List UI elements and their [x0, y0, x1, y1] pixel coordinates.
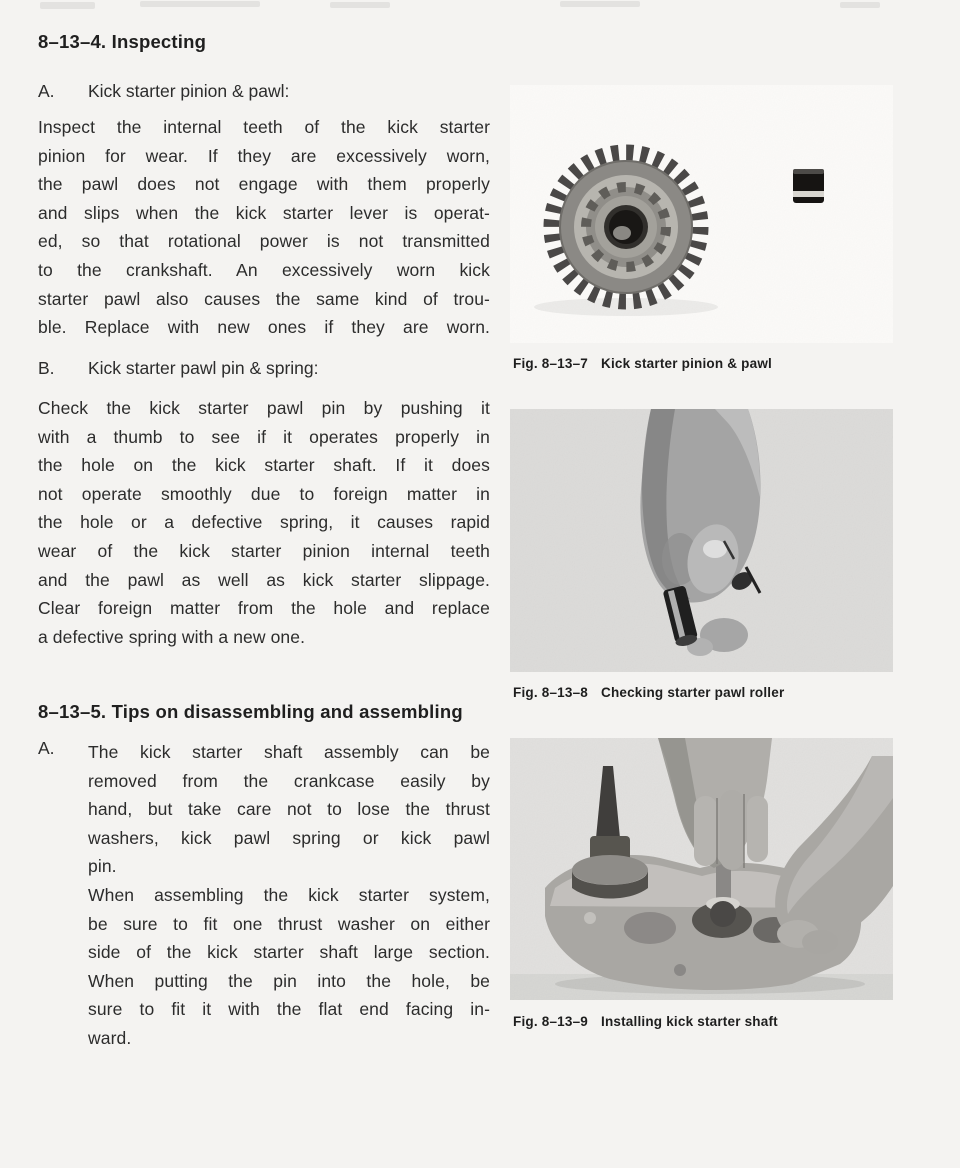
- figure-label: Fig. 8–13–9: [513, 1014, 588, 1029]
- pawl-icon: [793, 169, 824, 203]
- paragraph-pinion-pawl: [38, 113, 490, 342]
- figure-title: Kick starter pinion & pawl: [601, 356, 772, 371]
- figure-label: Fig. 8–13–8: [513, 685, 588, 700]
- figure-title: Checking starter pawl roller: [601, 685, 785, 700]
- paragraph-tips: [88, 738, 490, 1053]
- pinion-pawl-illustration: [510, 85, 893, 343]
- text-line: to the crankshaft. An excessively worn kick: [38, 259, 490, 280]
- text-line: not operate smoothly due to foreign matter in: [38, 483, 490, 504]
- figure-photo-install-shaft: [510, 738, 893, 1000]
- text-line: the hole or a defective spring, it causes rapid: [38, 512, 490, 533]
- text-line: side of the kick starter shaft large section.: [88, 942, 490, 963]
- item-a-heading: Kick starter pinion & pawl:: [88, 81, 290, 101]
- hand-checking-illustration: [510, 409, 893, 672]
- scan-artifact: [140, 1, 260, 7]
- figure-title: Installing kick starter shaft: [601, 1014, 778, 1029]
- text-line: ble. Replace with new ones if they are worn.: [38, 317, 490, 338]
- text-line: pinion for wear. If they are excessively worn,: [38, 145, 490, 166]
- text-line: with a thumb to see if it operates properly in: [38, 426, 490, 447]
- scan-artifact: [560, 1, 640, 7]
- paragraph-pawl-pin-spring: [38, 394, 490, 651]
- text-line: The kick starter shaft assembly can be: [88, 742, 490, 762]
- list-item-b-row: [38, 358, 490, 379]
- text-line: wear of the kick starter pinion internal teeth: [38, 540, 490, 561]
- section-title-tips: 8–13–5. Tips on disassembling and assembling: [38, 701, 463, 722]
- scan-artifact: [330, 2, 390, 8]
- figure-caption: [513, 685, 784, 700]
- text-line: and slips when the kick starter lever is operat-: [38, 202, 490, 223]
- list-item-a-row: [38, 81, 490, 102]
- list-item-label: B.: [38, 358, 55, 378]
- figure-photo-pinion-pawl: [510, 85, 893, 343]
- text-line: sure to fit it with the flat end facing in-: [88, 999, 490, 1020]
- text-line: Inspect the internal teeth of the kick starter: [38, 117, 490, 137]
- figure-label: Fig. 8–13–7: [513, 356, 588, 371]
- text-line: When putting the pin into the hole, be: [88, 970, 490, 991]
- list-item-label: A.: [38, 738, 55, 758]
- text-line: removed from the crankcase easily by: [88, 770, 490, 791]
- text-line: Clear foreign matter from the hole and replace: [38, 598, 490, 619]
- scan-artifact: [840, 2, 880, 8]
- scan-artifact: [40, 2, 95, 9]
- figure-caption: [513, 1014, 778, 1029]
- list-item-label: A.: [38, 81, 55, 101]
- text-line: a defective spring with a new one.: [38, 626, 306, 647]
- text-line: Check the kick starter pawl pin by pushing it: [38, 398, 490, 418]
- text-line: pin.: [88, 856, 117, 877]
- text-line: the hole on the kick starter shaft. If it does: [38, 455, 490, 476]
- text-line: ed, so that rotational power is not transmitted: [38, 231, 490, 252]
- section-title-inspecting: 8–13–4. Inspecting: [38, 31, 207, 52]
- text-line: starter pawl also causes the same kind of trou-: [38, 288, 490, 309]
- text-line: and the pawl as well as kick starter slippage.: [38, 569, 490, 590]
- item-b-heading: Kick starter pawl pin & spring:: [88, 358, 319, 378]
- crankcase-install-illustration: [510, 738, 893, 1000]
- text-line: washers, kick pawl spring or kick pawl: [88, 827, 490, 848]
- figure-caption: [513, 356, 772, 371]
- text-line: be sure to fit one thrust washer on either: [88, 913, 490, 934]
- figure-photo-pawl-roller: [510, 409, 893, 672]
- text-line: ward.: [88, 1027, 132, 1048]
- text-line: the pawl does not engage with them properly: [38, 174, 490, 195]
- text-line: hand, but take care not to lose the thrust: [88, 799, 490, 820]
- text-line: When assembling the kick starter system,: [88, 884, 490, 905]
